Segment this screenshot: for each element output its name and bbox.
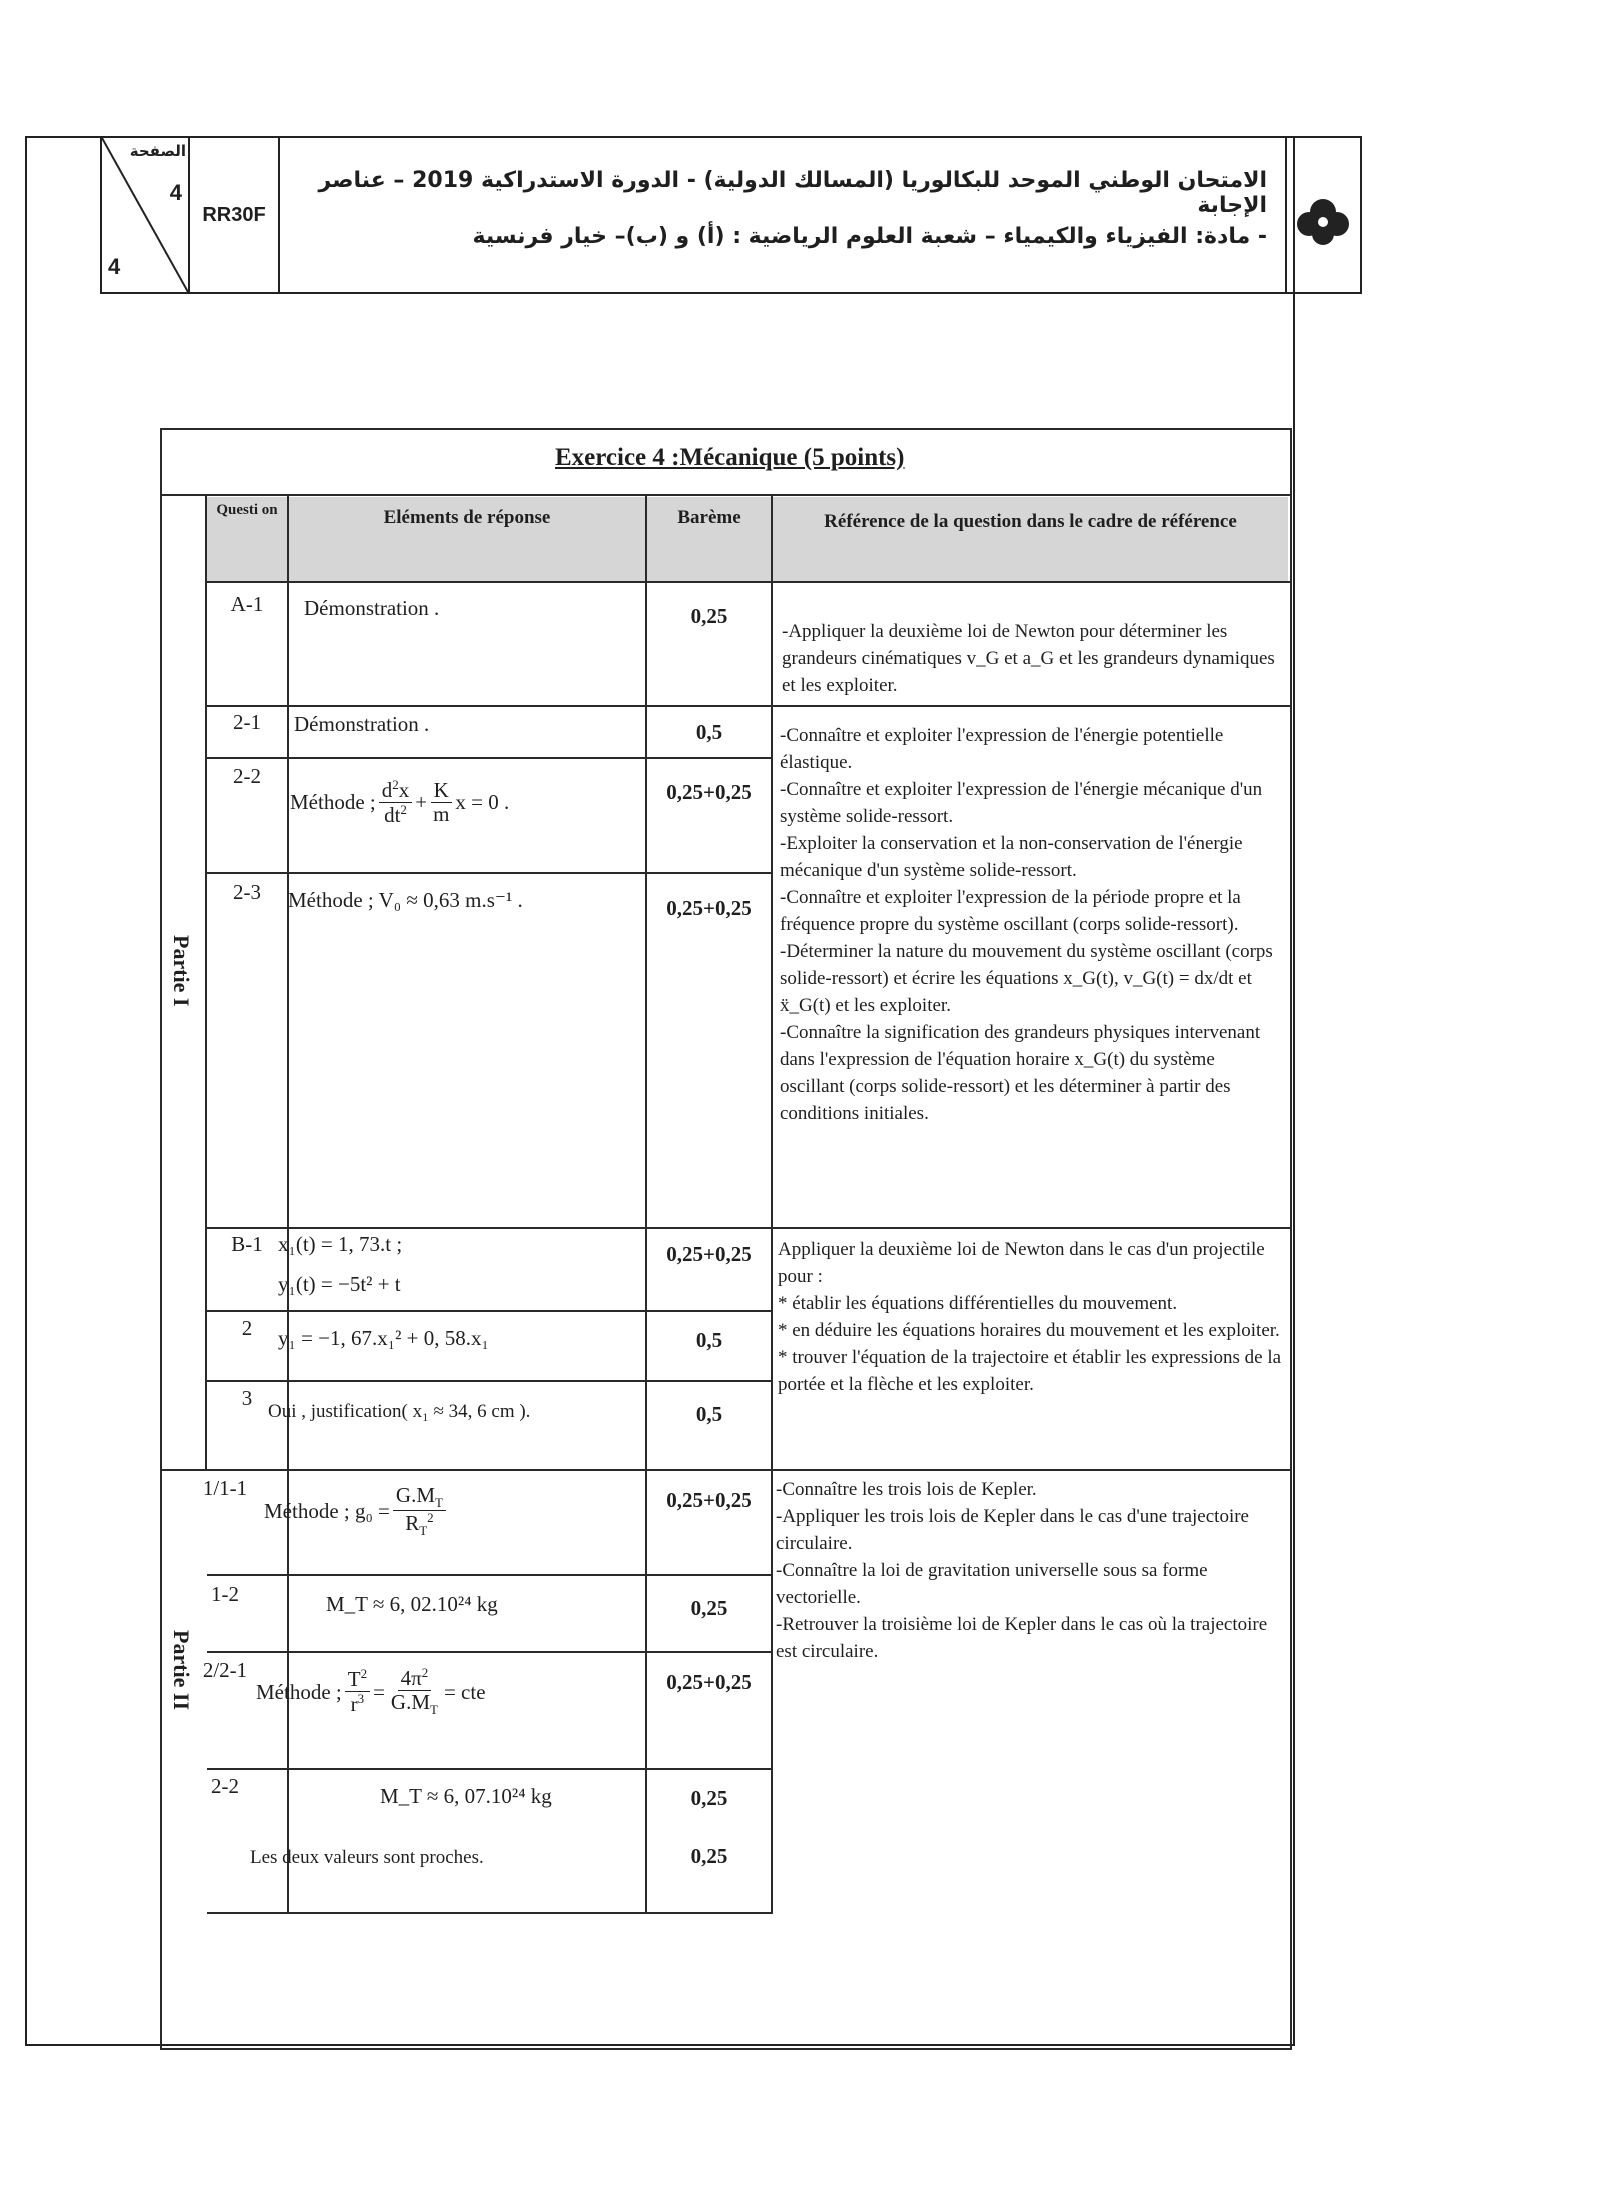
col-line-partie — [205, 494, 207, 1469]
question-22b: 2-2 — [211, 1774, 239, 1798]
exam-title-line2: - مادة: الفيزياء والكيمياء – شعبة العلوم الرياضية : (أ) و (ب)– خيار فرنسية — [472, 224, 1267, 249]
exercise-title: Exercice 4 :Mécanique (5 points) — [555, 444, 905, 471]
row-line-22 — [207, 872, 773, 874]
bareme-221: 0,25+0,25 — [666, 1670, 752, 1694]
question-22: 2-2 — [233, 764, 261, 788]
row-line-221 — [207, 1768, 773, 1770]
reference-kepler-2: -Appliquer les trois lois de Kepler dans le cas d'une trajectoire circulaire. — [776, 1506, 1249, 1554]
page-total: 4 — [108, 254, 121, 279]
element-12: M_T ≈ 6, 02.10²⁴ kg — [326, 1592, 498, 1616]
element-221: Méthode ; $\frac{T^2}{r^3}$ = $\frac{4\pi^2}{G.M_T}$ = cte — [256, 1665, 486, 1718]
element-a1: Démonstration . — [304, 596, 440, 620]
partie-2-label: Partie II — [169, 1630, 194, 1711]
row-line-2 — [207, 1380, 773, 1382]
reference-kepler-4: -Retrouver la troisième loi de Kepler dans le cas où la trajectoire est circulaire. — [776, 1614, 1268, 1662]
reference-projectile-3: * en déduire les équations horaires du mouvement et les exploiter. — [778, 1320, 1280, 1341]
question-2: 2 — [241, 1316, 253, 1340]
reference-kepler — [776, 1476, 1284, 1665]
row-line-b1 — [207, 1310, 773, 1312]
bareme-22b: 0,25 — [690, 1786, 728, 1810]
bareme-2: 0,5 — [695, 1328, 723, 1352]
row-line-21 — [207, 757, 773, 759]
header-bareme: Barème — [647, 497, 771, 581]
bareme-3: 0,5 — [695, 1402, 723, 1426]
question-12: 1-2 — [211, 1582, 239, 1606]
bareme-23: 0,25+0,25 — [666, 896, 752, 920]
element-221-prefix: Méthode ; — [256, 1679, 342, 1704]
element-111: Méthode ; g₀ = $\frac{G.M_T}{R_T^2}$ — [264, 1484, 449, 1539]
element-b1-y: y₁(t) = −5t² + t — [278, 1272, 401, 1296]
reference-oscillator-2: -Connaître et exploiter l'expression de l'énergie mécanique d'un système solide-ressort. — [780, 779, 1263, 827]
exam-code: RR30F — [190, 138, 280, 292]
header-row-divider — [207, 581, 1290, 583]
element-22b-note: Les deux valeurs sont proches. — [250, 1847, 484, 1868]
title-row-divider — [160, 494, 1292, 496]
header-question: Questi on — [207, 497, 287, 581]
reference-oscillator-3: -Exploiter la conservation et la non-conservation de l'énergie mécanique d'un système solide-ressort. — [780, 833, 1243, 881]
element-3: Oui , justification( x₁ ≈ 34, 6 cm ). — [268, 1401, 531, 1422]
bareme-111: 0,25+0,25 — [666, 1488, 752, 1512]
question-a1: A-1 — [230, 592, 264, 616]
reference-oscillator-1: -Connaître et exploiter l'expression de l'énergie potentielle élastique. — [780, 725, 1224, 773]
question-23: 2-3 — [233, 880, 261, 904]
col-line-elements — [645, 494, 647, 1914]
row-line-111 — [207, 1574, 773, 1576]
reference-projectile-1: Appliquer la deuxième loi de Newton dans le cas d'un projectile pour : — [778, 1239, 1265, 1287]
bareme-b1: 0,25+0,25 — [666, 1242, 752, 1266]
partie-1-label: Partie I — [169, 935, 194, 1007]
row-line-23 — [207, 1227, 1290, 1229]
exam-title-line1: الامتحان الوطني الموحد للبكالوريا (المسالك الدولية) - الدورة الاستدراكية 2019 – عناصر الإجابة — [318, 168, 1267, 218]
bareme-22: 0,25+0,25 — [666, 780, 752, 804]
reference-oscillator-5: -Déterminer la nature du mouvement du système oscillant (corps solide-ressort) et écrire les équations x_G(t), v_G(t) = dx/dt et ẍ_G(t) et les exploiter. — [780, 941, 1273, 1016]
question-21: 2-1 — [233, 710, 261, 734]
row-line-a1 — [207, 705, 1290, 707]
col-line-bareme — [771, 494, 773, 1914]
element-22b: M_T ≈ 6, 07.10²⁴ kg — [380, 1784, 552, 1808]
row-end — [207, 1912, 209, 1914]
bareme-a1: 0,25 — [690, 604, 728, 628]
element-b1-x: x₁(t) = 1, 73.t ; — [278, 1232, 403, 1256]
element-2: y₁ = −1, 67.x₁² + 0, 58.x₁ — [278, 1326, 489, 1350]
table-border-left — [160, 428, 162, 2050]
question-3: 3 — [241, 1386, 253, 1410]
reference-projectile — [778, 1236, 1284, 1398]
reference-projectile-4: * trouver l'équation de la trajectoire et établir les expressions de la portée et la flèche et les exploiter. — [778, 1347, 1282, 1395]
element-23: Méthode ; V₀ ≈ 0,63 m.s⁻¹ . — [288, 888, 523, 912]
element-22-prefix: Méthode ; — [290, 790, 376, 815]
bareme-22b-note: 0,25 — [690, 1844, 728, 1868]
page-number: 4 — [169, 180, 182, 205]
reference-oscillator — [780, 722, 1282, 1127]
row-line-22b — [207, 1912, 773, 1914]
element-21: Démonstration . — [294, 712, 430, 736]
page-label: الصفحة — [129, 142, 186, 160]
question-111: 1/1-1 — [202, 1476, 248, 1500]
bareme-21: 0,5 — [695, 720, 723, 744]
reference-oscillator-6: -Connaître la signification des grandeurs physiques intervenant dans l'expression de l'équation horaire x_G(t) du système oscillant (corps solide-ressort) et les déterminer à partir des conditions initiales. — [780, 1022, 1261, 1124]
reference-oscillator-4: -Connaître et exploiter l'expression de la période propre et la fréquence propre du système oscillant (corps solide-ressort). — [780, 887, 1241, 935]
bareme-12: 0,25 — [690, 1596, 728, 1620]
row-line-12 — [207, 1651, 773, 1653]
table-border-top — [160, 428, 1292, 430]
table-border-right — [1290, 428, 1292, 2050]
element-111-prefix: Méthode ; g₀ = — [264, 1499, 390, 1524]
reference-projectile-2: * établir les équations différentielles du mouvement. — [778, 1293, 1178, 1314]
element-22: Méthode ; $\frac{d^2x}{dt^2}$ + $\frac{K}{m}$ x = 0 . — [290, 777, 510, 828]
table-border-bottom — [160, 2048, 1292, 2050]
reference-kepler-1: -Connaître les trois lois de Kepler. — [776, 1479, 1037, 1500]
reference-kepler-3: -Connaître la loi de gravitation universelle sous sa forme vectorielle. — [776, 1560, 1208, 1608]
header-elements: Eléments de réponse — [289, 497, 645, 581]
question-b1: B-1 — [231, 1232, 263, 1256]
question-221: 2/2-1 — [202, 1658, 248, 1682]
header-reference: Référence de la question dans le cadre de référence — [773, 497, 1288, 581]
row-line-3 — [160, 1469, 1290, 1471]
reference-newton: -Appliquer la deuxième loi de Newton pour déterminer les grandeurs cinématiques v_G et a_G et les grandeurs dynamiques et les exploiter. — [782, 621, 1275, 696]
